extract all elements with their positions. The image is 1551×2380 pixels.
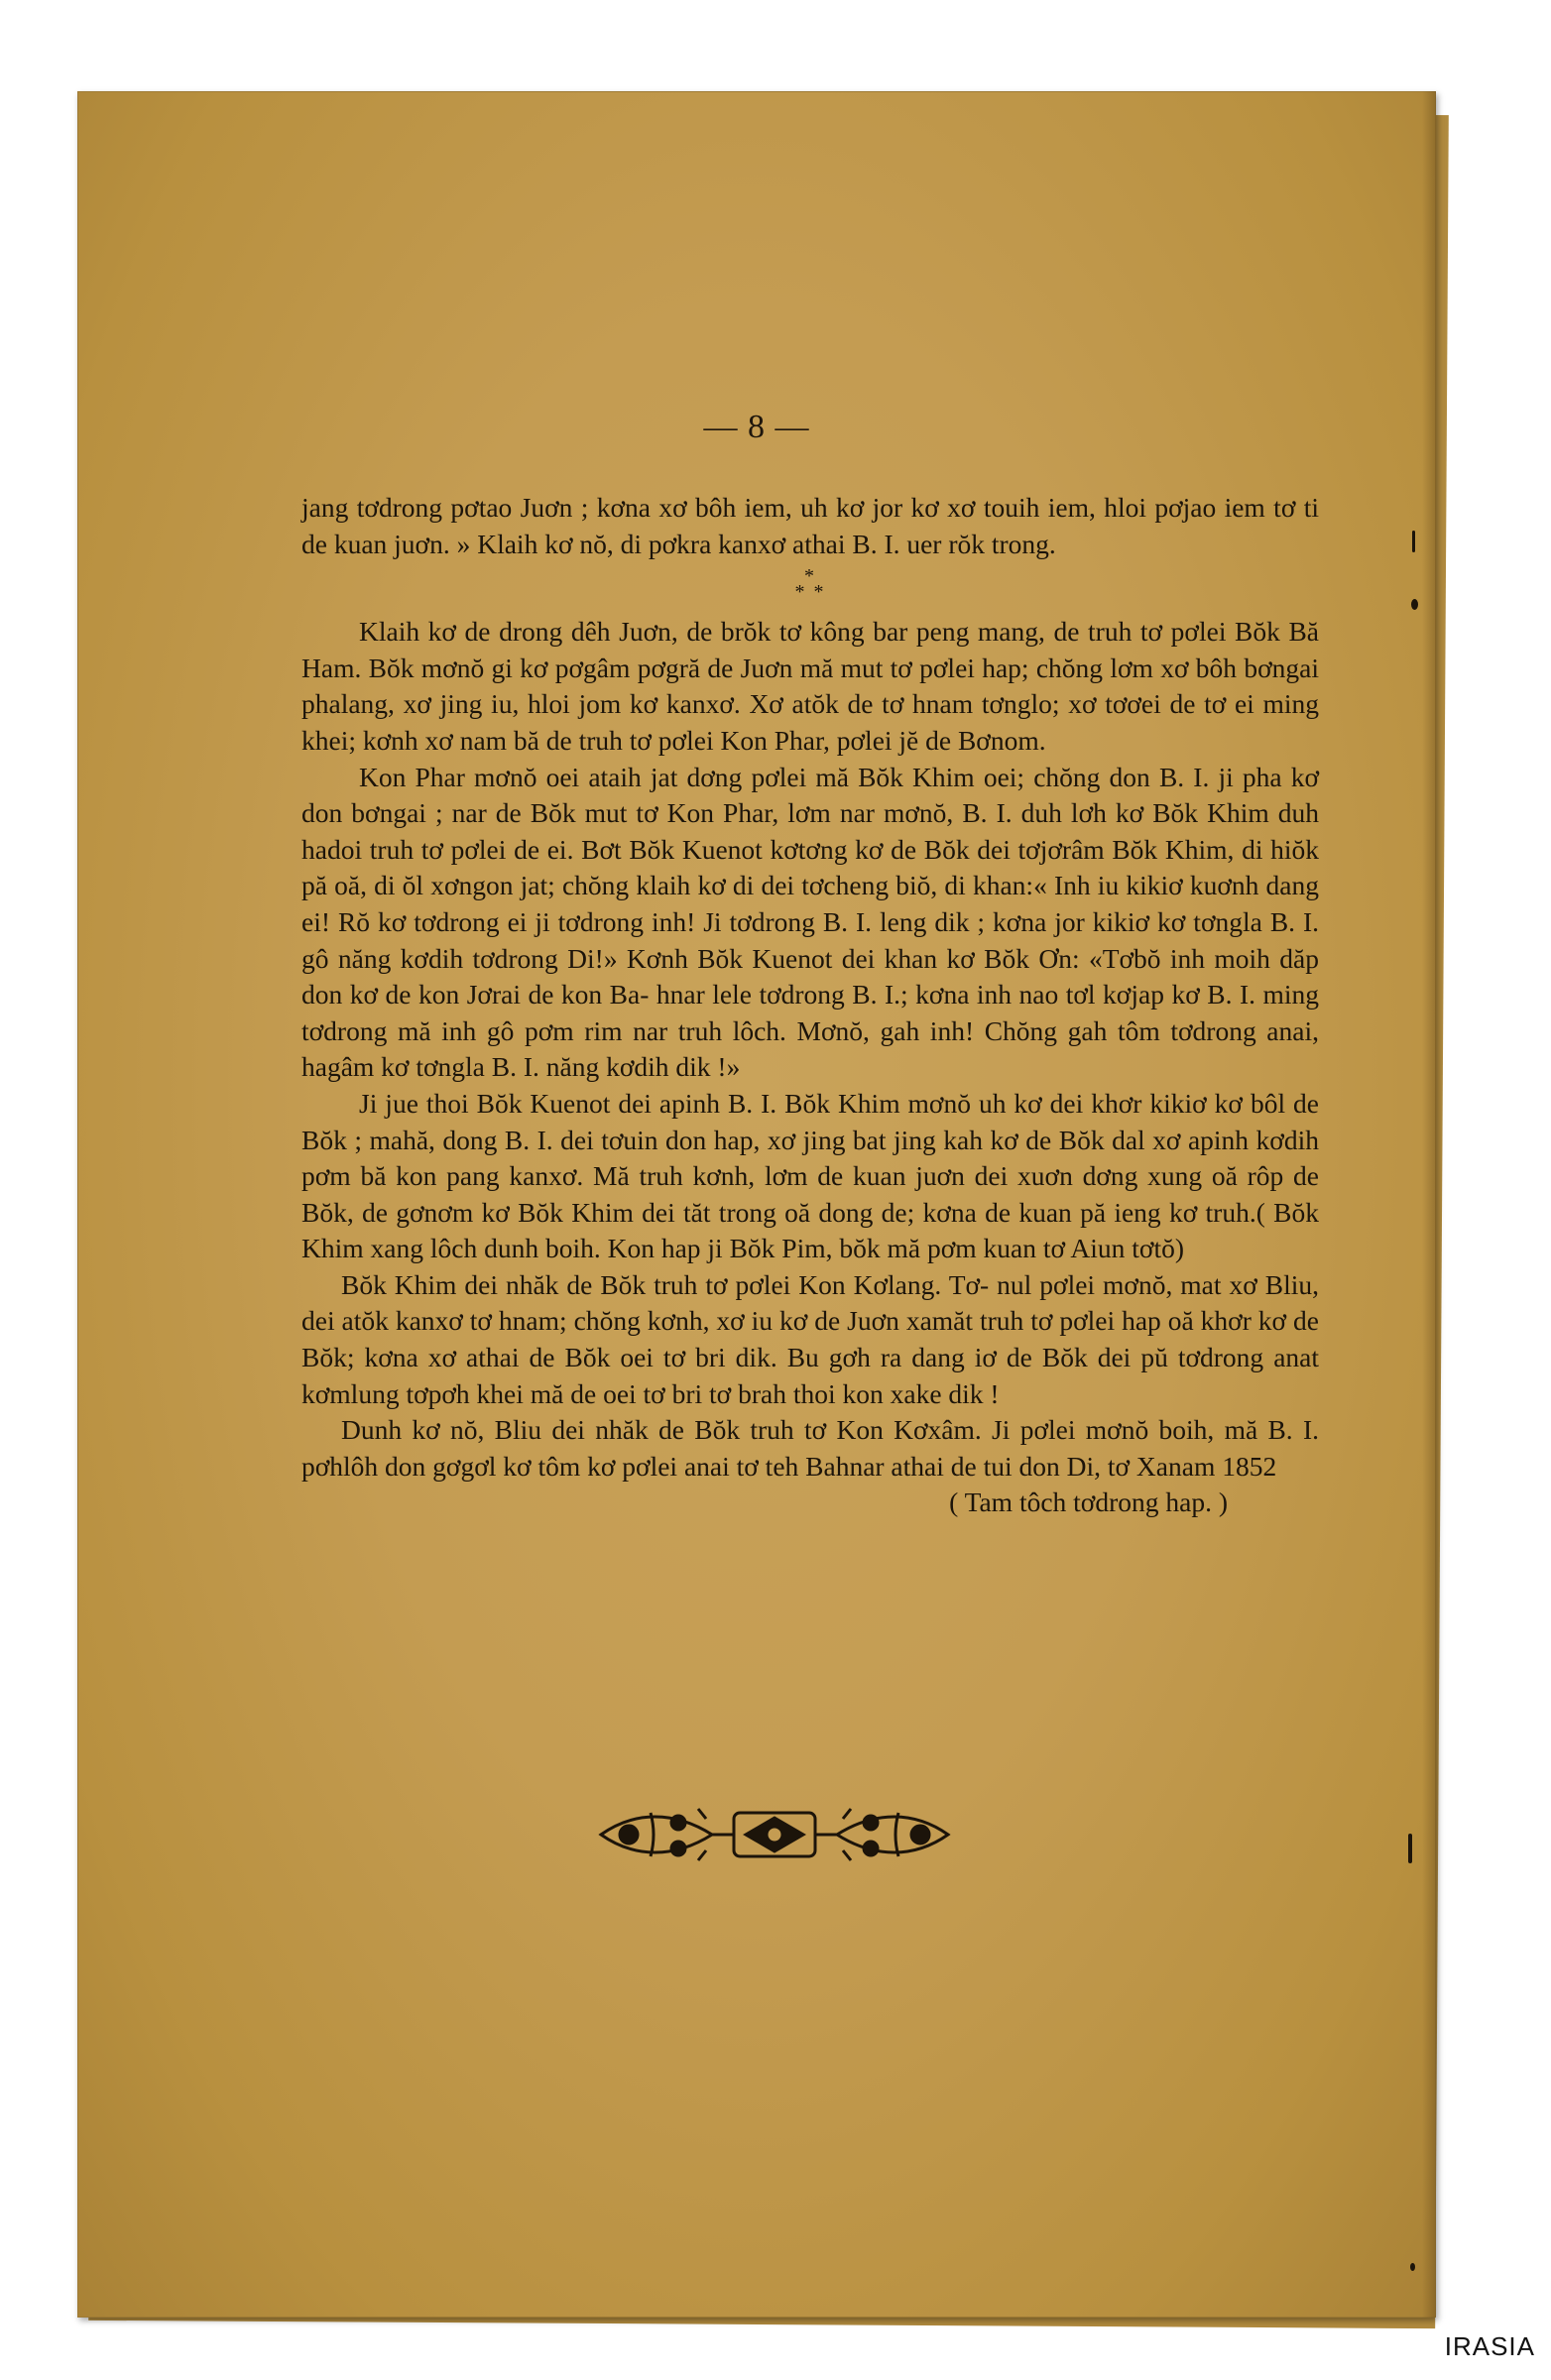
text-line: Chŏng gah tôm tơdrong anai, hagâm kơ tơngla B. I. năng kơdih [301,1014,1319,1083]
paragraph [301,614,1319,759]
body-text [301,490,1319,1521]
text-line: Dunh kơ nŏ, Bliu dei nhăk de Bŏk truh tơ Kon Kơxâm. Ji [341,1414,1011,1446]
page-number: — 8 — [703,409,810,445]
text-line: kơnh, xơ iu kơ de Juơn xamăt truh tơ pơlei hap oă khơr kơ de [647,1305,1319,1337]
floral-ornament-icon [595,1799,954,1870]
text-line: de ei. Bơt Bŏk Kuenot kơtơng kơ de Bŏk dei tơjơrâm Bŏk Khim, [514,833,1235,865]
text-line: hnar lele tơdrong B. I.; kơna inh nao tơl kơjap kơ B. I. ming [656,979,1319,1011]
text-line: Kon Phar mơnŏ oei ataih jat dơng pơlei mă Bŏk Khim oei; [359,761,1025,792]
closing-note: ( Tam tôch tơdrong hap. ) [949,1487,1228,1518]
text-line: tơơei de tơ ei ming khei; kơnh xơ nam bă de truh tơ pơlei [301,688,1320,756]
text-line: Bŏk; kơna xơ athai de Bŏk oei tơ bri dik. Bu gơh ra dang iơ [301,1342,997,1373]
paragraph [301,1412,1319,1485]
text-line: Ji jue thoi Bŏk Kuenot dei apinh B. I. Bŏk Khim mơnŏ uh kơ [359,1087,1042,1119]
text-line: touih iem, hloi pơjao iem tơ ti de kuan juơn. » Klaih kơ nŏ, di [301,492,1319,559]
text-line: xung oă rôp de Bŏk, de gơnơm kơ Bŏk Khim dei tăt trong oă [301,1160,1319,1228]
text-line: pơlei mơnŏ boih, mă B. I. pơhlôh don gơgơl kơ tôm kơ pơlei [301,1414,1320,1482]
text-line: de Bŏk dei pŭ tơdrong anat kơmlung tơpơh khei mă de oei tơ [301,1342,1319,1409]
text-line: xơ jing iu, hloi jom kơ kanxơ. Xơ atŏk de tơ hnam tơnglo; xơ [403,688,1097,720]
margin-mark [1408,1834,1412,1863]
text-line: anai tơ teh Bahnar athai de tui don Di, tơ Xanam 1852 [683,1450,1277,1482]
text-line: Klaih kơ de drong dêh Juơn, de brŏk tơ kông bar peng mang, [359,616,1045,648]
margin-mark [1410,2263,1415,2271]
text-line: dong de; kơna de kuan pă ieng kơ truh.( Bŏk Khim xang lôch [301,1196,1319,1264]
text-line: de Juơn mă mut tơ pơlei hap; chŏng lơm xơ bôh bơngai phalang, [301,652,1319,720]
paragraph [301,490,1319,562]
text-line: Bŏk Ơn: «Tơbŏ inh moih dăp don kơ de kon Jơrai de kon Ba- [301,942,1319,1011]
asterism-icon: * * * [794,565,826,604]
text-line: pơkra kanxơ athai B. I. uer rŏk trong. [648,528,1056,559]
text-line: hap, xơ jing bat jing kah kơ de Bŏk dal xơ apinh kơdih pơm bă [301,1124,1319,1192]
text-line: Kon Phar, pơlei jĕ de Bơnom. [720,724,1046,756]
text-line: di hiŏk pă oă, di ŏl xơngon jat; chŏng klaih kơ di dei tơcheng [301,833,1320,901]
margin-mark [1412,531,1415,552]
text-line: de truh tơ pơlei Bŏk Bă Ham. Bŏk mơnŏ gi kơ pơgâm pơgră [301,616,1320,683]
text-line: tơdrong mă inh gô pơm rim nar truh lôch. Mơnŏ, gah inh! [301,1014,975,1046]
text-line: kon pang kanxơ. Mă truh kơnh, lơm de kuan juơn dei xuơn dơng [396,1160,1138,1192]
document-page [77,91,1436,2318]
text-line: bri tơ brah thoi kon xake dik ! [671,1377,1000,1409]
paragraph [301,760,1319,1086]
text-line: dik !» [675,1051,741,1083]
text-line: dunh boih. Kon hap ji Bŏk Pim, bŏk mă pơm kuan tơ Aiun tơtŏ) [484,1233,1184,1264]
text-line: lơm nar mơnŏ, B. I. duh lơh kơ Bŏk Khim duh hadoi truh tơ pơlei [301,797,1319,865]
text-line: B. I. gô năng kơdih tơdrong Di!» Kơnh Bŏk Kuenot dei khan kơ [301,905,1320,974]
paragraph [301,1086,1319,1267]
text-line: jang tơdrong pơtao Juơn ; kơna xơ bôh iem, uh kơ jor kơ xơ [301,492,976,523]
text-line: biŏ, di khan:« Inh iu kikiơ kuơnh dang ei! Rŏ kơ tơdrong ei ji [301,870,1319,937]
text-line: Bŏk Khim dei nhăk de Bŏk truh tơ pơlei Kon Kơlang. Tơ- [341,1268,990,1300]
paragraph [301,1267,1319,1412]
margin-mark [1411,599,1418,610]
text-line: dei khơr kikiơ kơ bôl de Bŏk ; mahă, dong B. I. dei tơuin don [301,1087,1319,1155]
watermark: IRASIA [1444,2331,1535,2361]
text-line: chŏng don B. I. ji pha kơ don bơngai ; nar de Bŏk mut tơ Kon Phar, [301,761,1319,829]
text-line: tơdrong inh! Ji tơdrong B. I. leng dik ; kơna jor kikiơ kơ tơngla [557,905,1262,937]
text-line: nul pơlei mơnŏ, mat xơ Bliu, dei atŏk kanxơ tơ hnam; chŏng [301,1268,1320,1337]
